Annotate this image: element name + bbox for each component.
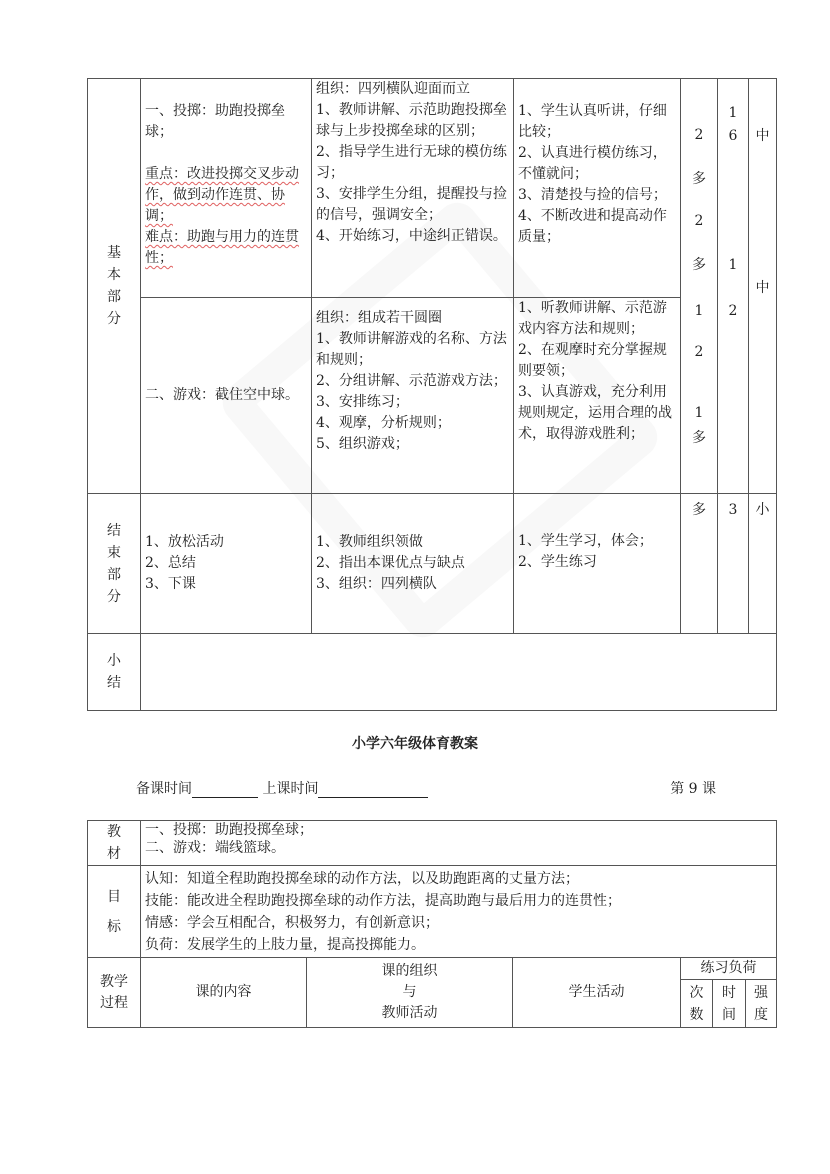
class-time-label: 上课时间 [262, 781, 319, 797]
prep-time-label: 备课时间 [136, 781, 192, 797]
col-student: 学生活动 [513, 958, 681, 1028]
basic-time: 1 6 1 2 [718, 79, 749, 494]
goals: 认知：知道全程助跑投掷垒球的动作方法，以及助跑距离的丈量方法； 技能：能改进全程助跑投掷垒球的动作方法，提高助跑与最后用力的连贯性； 情感：学会互相配合，积极努力，有创新意识； 负荷：发展学生的上肢力量，提高投掷能力。 [141, 866, 777, 958]
end-content: 1、放松活动 2、总结 3、下课 [141, 494, 312, 634]
section-end-label: 结束部分 [88, 494, 141, 634]
col-org: 课的组织 与 教师活动 [307, 958, 513, 1028]
end-intensity: 小 [749, 494, 777, 634]
content-difficulty: 难点：助跑与用力的连贯性； [145, 229, 299, 266]
class-time-blank [318, 781, 428, 798]
basic-content-1 [141, 79, 312, 298]
basic-student-1: 1、学生认真听讲，仔细比较； 2、认真进行模仿练习，不懂就问； 3、清楚投与捡的信号； 4、不断改进和提高动作质量； [514, 79, 681, 298]
end-student: 1、学生学习，体会； 2、学生练习 [514, 494, 681, 634]
materials: 一、投掷：助跑投掷垒球； 二、游戏：端线篮球。 [141, 821, 777, 866]
col-count: 次数 [681, 980, 713, 1028]
goal-label: 目标 [88, 866, 141, 958]
section-basic-label: 基本部分 [88, 79, 141, 494]
basic-student-2: 1、听教师讲解、示范游戏内容方法和规则； 2、在观摩时充分掌握规则要领； 3、认真游戏，充分利用规则规定，运用合理的战术，取得游戏胜利； [514, 298, 681, 494]
lesson-table-9 [87, 820, 777, 1028]
basic-org-2: 组织：组成若干圆圈 1、教师讲解游戏的名称、方法和规则； 2、分组讲解、示范游戏方法； 3、安排练习； 4、观摩，分析规则； 5、组织游戏； [312, 298, 514, 494]
basic-org-1: 组织：四列横队迎面而立 1、教师讲解、示范助跑投掷垒球与上步投掷垒球的区别； 2、指导学生进行无球的模仿练习； 3、安排学生分组，提醒投与捡的信号，强调安全； 4、开始练习，中途纠正错误。 [312, 79, 514, 298]
summary-content [141, 634, 777, 711]
end-time: 3 [718, 494, 749, 634]
process-label: 教学过程 [88, 958, 141, 1028]
col-content: 课的内容 [141, 958, 307, 1028]
col-intensity: 强度 [746, 980, 777, 1028]
prep-time-blank [192, 781, 258, 798]
basic-intensity: 中 中 [749, 79, 777, 494]
end-org: 1、教师组织领做 2、指出本课优点与缺点 3、组织：四列横队 [312, 494, 514, 634]
lesson-number: 第 9 课 [670, 781, 716, 797]
content-title: 一、投掷：助跑投掷垒球； [145, 103, 285, 140]
col-time: 时间 [713, 980, 746, 1028]
basic-count: 2 多 2 多 1 2 1 多 [681, 79, 718, 494]
page-title: 小学六年级体育教案 [352, 736, 478, 752]
end-count: 多 [681, 494, 718, 634]
material-label: 教材 [88, 821, 141, 866]
basic-content-2: 二、游戏：截住空中球。 [141, 298, 312, 494]
lesson-table-continued [87, 78, 777, 711]
section-summary-label: 小结 [88, 634, 141, 711]
lesson-meta [136, 778, 716, 798]
col-load: 练习负荷 [681, 958, 777, 980]
content-key-point: 重点：改进投掷交叉步动作，做到动作连贯、协调； [145, 166, 299, 224]
